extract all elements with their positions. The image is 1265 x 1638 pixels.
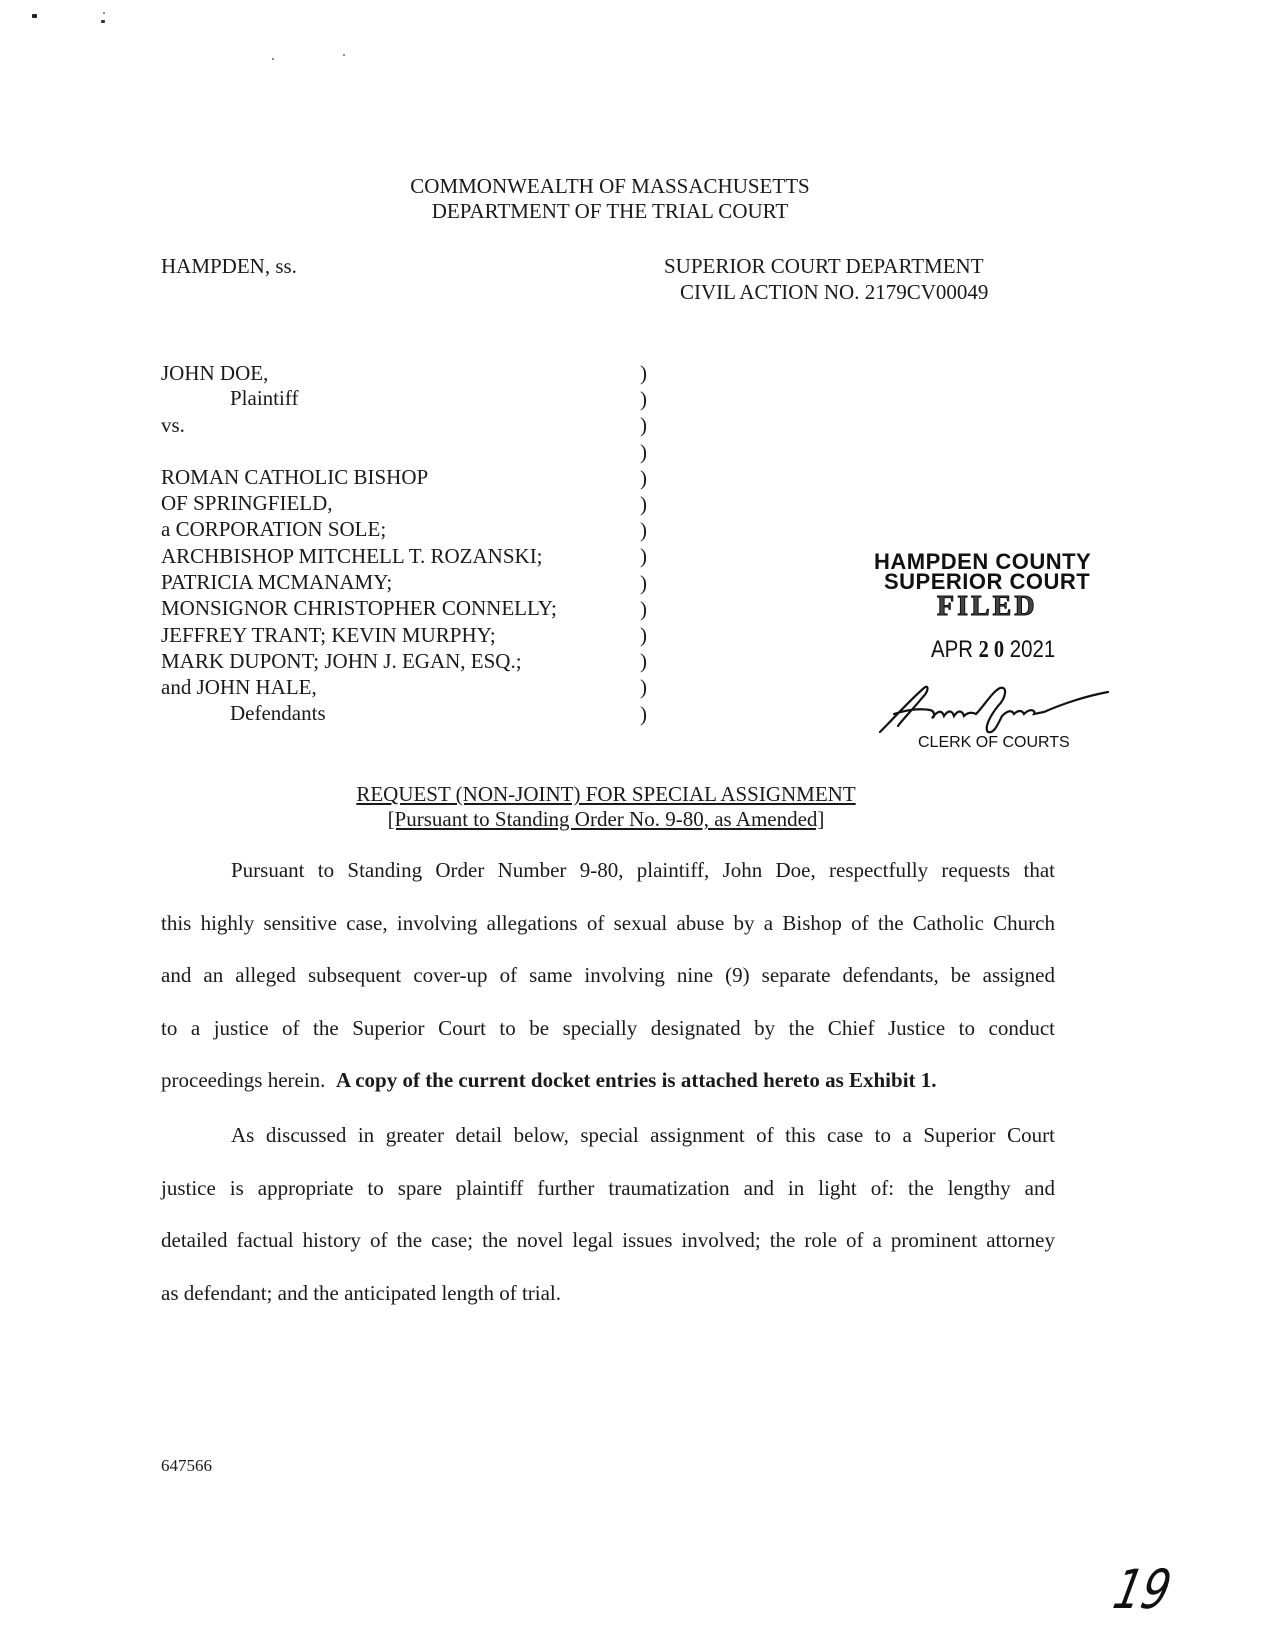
paragraph-line: justice is appropriate to spare plaintiff further traumatization and in light of: the lengthy and — [161, 1175, 1055, 1200]
document-number: 647566 — [161, 1456, 212, 1475]
versus: vs. — [161, 413, 185, 437]
stamp-clerk: CLERK OF COURTS — [918, 734, 1070, 751]
paragraph-line: detailed factual history of the case; the novel legal issues involved; the role of a prominent attorney — [161, 1228, 1055, 1252]
defendant-line: MARK DUPONT; JOHN J. EGAN, ESQ.; — [161, 649, 522, 673]
scan-speck — [103, 12, 105, 14]
paragraph-line: As discussed in greater detail below, special assignment of this case to a Superior Court — [231, 1123, 1055, 1147]
paragraph-text: proceedings herein. — [161, 1068, 326, 1092]
document-title: REQUEST (NON-JOINT) FOR SPECIAL ASSIGNMENT — [356, 782, 856, 806]
stamp-county: HAMPDEN COUNTY — [874, 549, 1092, 574]
exhibit-reference: A copy of the current docket entries is attached hereto as Exhibit 1. — [335, 1068, 937, 1092]
defendant-line: ROMAN CATHOLIC BISHOP — [161, 465, 429, 489]
document-subtitle: [Pursuant to Standing Order No. 9-80, as Amended] — [387, 807, 825, 831]
scan-speck — [272, 58, 274, 60]
paragraph-2 — [161, 1109, 1055, 1319]
stamp-date — [931, 636, 1055, 664]
stamp-filed: FILED — [937, 591, 1038, 622]
plaintiff-name: JOHN DOE, — [161, 361, 269, 385]
defendant-line: MONSIGNOR CHRISTOPHER CONNELLY; — [161, 596, 557, 620]
scan-speck — [32, 14, 37, 18]
paragraph-line: and an alleged subsequent cover-up of same involving nine (9) separate defendants, be assigned — [161, 963, 1055, 987]
scan-speck — [343, 54, 345, 56]
defendant-line: a CORPORATION SOLE; — [161, 517, 387, 541]
defendant-line: JEFFREY TRANT; KEVIN MURPHY; — [161, 623, 496, 647]
paragraph-line: this highly sensitive case, involving allegations of sexual abuse by a Bishop of the Catholic Church — [161, 910, 1055, 935]
paragraph-line: as defendant; and the anticipated length of trial. — [161, 1280, 562, 1305]
defendant-line: ARCHBISHOP MITCHELL T. ROZANSKI; — [161, 544, 543, 568]
paragraph-line — [161, 1054, 1055, 1107]
paragraph-1 — [161, 844, 1055, 1107]
stamp-month: APR — [931, 636, 973, 663]
clerk-signature — [872, 680, 1122, 740]
scan-speck — [101, 20, 105, 23]
defendant-line: PATRICIA MCMANAMY; — [161, 570, 393, 594]
plaintiff-role: Plaintiff — [230, 386, 299, 410]
defendant-line: and JOHN HALE, — [161, 675, 317, 699]
handwritten-page-number: 19 — [1108, 1558, 1177, 1621]
civil-action-number: CIVIL ACTION NO. 2179CV00049 — [680, 280, 989, 304]
defendant-line: OF SPRINGFIELD, — [161, 491, 333, 515]
stamp-year: 2021 — [1009, 636, 1056, 663]
caption-bracket: ) ) ) ) ) ) ) ) ) ) ) ) ) ) — [640, 361, 647, 726]
paragraph-line: to a justice of the Superior Court to be specially designated by the Chief Justice to conduct — [161, 1015, 1055, 1040]
paragraph-line: Pursuant to Standing Order Number 9-80, plaintiff, John Doe, respectfully requests that — [231, 858, 1055, 882]
county: HAMPDEN, ss. — [161, 254, 297, 278]
stamp-court: SUPERIOR COURT — [884, 569, 1091, 594]
court-name: COMMONWEALTH OF MASSACHUSETTS — [410, 174, 810, 198]
defendants-role: Defendants — [230, 701, 326, 725]
court-department: DEPARTMENT OF THE TRIAL COURT — [431, 199, 789, 223]
stamp-day: 2 0 — [978, 637, 1005, 663]
superior-court-department: SUPERIOR COURT DEPARTMENT — [664, 254, 984, 278]
